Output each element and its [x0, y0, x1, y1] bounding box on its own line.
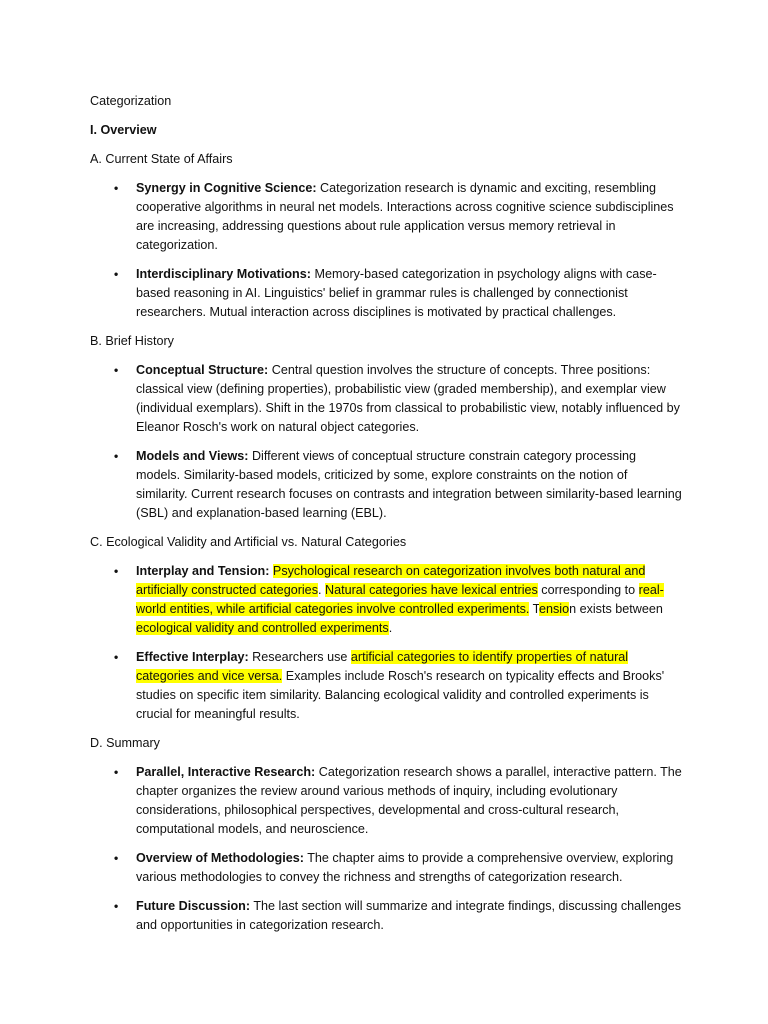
highlighted-text: Natural categories have lexical entries — [325, 583, 538, 597]
item-term: Parallel, Interactive Research: — [136, 765, 316, 779]
item-text: Central question involves the structure of concepts. Three positions: classical view (defining properties), probabilistic view (graded membership), and exemplar view (individual exemplars). Shift in the 1970s from classical to probabilistic view, notably influenced by Eleanor Rosch's work on natural object categories. — [136, 363, 680, 434]
item-text: corresponding to — [537, 583, 639, 597]
section-heading: B. Brief History — [90, 334, 174, 348]
document-body — [90, 92, 682, 945]
bullet-icon: • — [114, 363, 119, 377]
item-term: Overview of Methodologies: — [136, 851, 304, 865]
list-item — [90, 562, 682, 638]
list-item — [90, 361, 682, 437]
bullet-icon: • — [114, 449, 119, 463]
item-text: The chapter aims to provide a comprehensive overview, exploring various methodologies to convey the richness and strengths of categorization research. — [136, 851, 674, 884]
list-item — [90, 897, 682, 935]
list-item — [90, 849, 682, 887]
document-title: Categorization — [90, 94, 172, 108]
item-term: Interplay and Tension: — [136, 564, 270, 578]
bullet-icon: • — [114, 765, 119, 779]
item-text: Categorization research is dynamic and exciting, resembling cooperative algorithms in neural net models. Interactions across cognitive science subdisciplines are increasing, addressing questions about rule application versus memory retrieval in categorization. — [136, 181, 674, 252]
item-text: Examples include Rosch's research on typicality effects and Brooks' studies on specific item similarity. Balancing ecological validity and controlled experiments is crucial for meaningful results. — [136, 669, 665, 721]
list-item — [90, 648, 682, 724]
highlighted-text: ensio — [538, 602, 570, 616]
section-heading: C. Ecological Validity and Artificial vs. Natural Categories — [90, 535, 407, 549]
section-heading: A. Current State of Affairs — [90, 152, 233, 166]
highlighted-text: real-world entities, while artificial categories involve controlled experiments. — [136, 583, 664, 616]
sections-container — [90, 150, 682, 935]
item-term: Models and Views: — [136, 449, 249, 463]
list-item — [90, 179, 682, 255]
section-heading: D. Summary — [90, 736, 160, 750]
item-text: Different views of conceptual structure constrain category processing models. Similarity-based models, criticized by some, explore constraints on the notion of similarity. Current research focuses on contrasts and integration between similarity-based learning (SBL) and explanation-based learning (EBL). — [136, 449, 682, 520]
list-item — [90, 265, 682, 322]
item-text: Researchers use — [248, 650, 351, 664]
bullet-icon: • — [114, 181, 119, 195]
highlighted-text: ecological validity and controlled experiments — [136, 621, 389, 635]
item-text: Categorization research shows a parallel, interactive pattern. The chapter organizes the review around various methods of inquiry, including evolutionary considerations, philosophical perspectives, developmental and cross-cultural research, computational models, and neuroscience. — [136, 765, 682, 836]
bullet-icon: • — [114, 899, 119, 913]
item-term: Conceptual Structure: — [136, 363, 269, 377]
item-term: Effective Interplay: — [136, 650, 249, 664]
bullet-list — [90, 361, 682, 523]
list-item — [90, 447, 682, 523]
bullet-icon: • — [114, 267, 119, 281]
overview-heading: I. Overview — [90, 123, 157, 137]
item-text: T — [529, 602, 539, 616]
bullet-icon: • — [114, 564, 119, 578]
item-text: . — [318, 583, 325, 597]
list-item — [90, 763, 682, 839]
bullet-list — [90, 562, 682, 724]
item-term: Future Discussion: — [136, 899, 251, 913]
bullet-list — [90, 179, 682, 322]
highlighted-text: artificial categories to identify properties of natural categories and vice versa. — [136, 650, 629, 683]
item-text: . — [388, 621, 393, 635]
bullet-list — [90, 763, 682, 935]
item-text: The last section will summarize and integrate findings, discussing challenges and opportunities in categorization research. — [136, 899, 682, 932]
highlighted-text: Psychological research on categorization involves both natural and artificially constructed categories — [136, 564, 646, 597]
item-text: n exists between — [569, 602, 663, 616]
item-term: Interdisciplinary Motivations: — [136, 267, 311, 281]
bullet-icon: • — [114, 851, 119, 865]
bullet-icon: • — [114, 650, 119, 664]
item-term: Synergy in Cognitive Science: — [136, 181, 317, 195]
item-text: Memory-based categorization in psychology aligns with case-based reasoning in AI. Linguistics' belief in grammar rules is challenged by connectionist researchers. Mutual interaction across disciplines is motivated by practical challenges. — [136, 267, 657, 319]
